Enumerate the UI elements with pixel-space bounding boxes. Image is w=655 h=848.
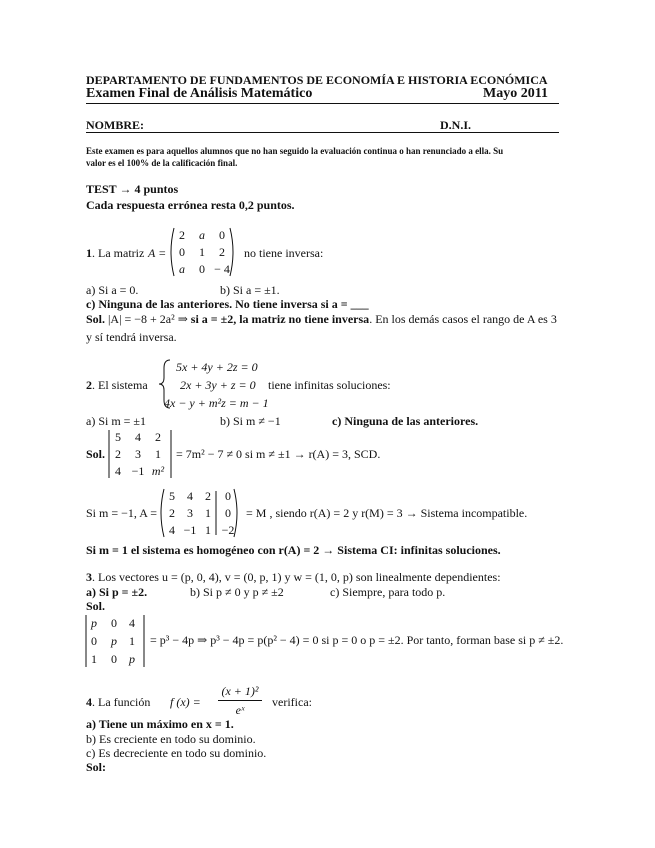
name-label: NOMBRE: [86, 118, 144, 132]
q2-equation-1: 5x + 4y + 2z = 0 [176, 360, 258, 374]
q3-option-b: b) Si p ≠ 0 y p ≠ ±2 [190, 585, 284, 599]
q2-d22: 3 [135, 447, 141, 461]
header-rule [86, 103, 559, 104]
q3-d23: 1 [129, 634, 135, 648]
test-penalty: Cada respuesta errónea resta 0,2 puntos. [86, 198, 295, 212]
q2-a13: 2 [205, 489, 211, 503]
q4-denominator: eˣ [235, 703, 245, 717]
q1-tail: no tiene inversa: [244, 246, 324, 260]
q2-tail: tiene infinitas soluciones: [268, 378, 391, 392]
q1-statement: 1. La matriz [86, 246, 145, 260]
q2-statement: 2. El sistema [86, 378, 148, 392]
exam-title: Examen Final de Análisis Matemático [86, 86, 313, 101]
q3-d22: p [111, 634, 117, 648]
name-rule [86, 132, 559, 133]
q2-d11: 5 [115, 430, 121, 444]
q3-option-a: a) Si p = ±2. [86, 585, 148, 599]
q3-det-result: = p³ − 4p ⇒ p³ − 4p = p(p² − 4) = 0 si p = 0 o p = ±2. Por tanto, forman base si p ≠ ±2. [150, 633, 564, 647]
q2-a23: 1 [205, 506, 211, 520]
q2-augmented-matrix [162, 489, 240, 539]
q1-matrix [172, 228, 232, 278]
notice-line-1: Este examen es para aquellos alumnos que no han seguido la evaluación continua o han renunciado a ella. Su [86, 146, 504, 156]
q2-option-a: a) Si m = ±1 [86, 414, 147, 428]
q2-a24: 0 [225, 506, 231, 520]
q2-option-c: c) Ninguna de las anteriores. [332, 414, 479, 428]
q4-option-a: a) Tiene un máximo en x = 1. [86, 717, 234, 731]
q3-d13: 4 [129, 616, 135, 630]
q1-m21: 0 [179, 245, 185, 259]
q2-d21: 2 [115, 447, 121, 461]
department-title: DEPARTAMENTO DE FUNDAMENTOS DE ECONOMÍA E HISTORIA ECONÓMICA [86, 73, 548, 87]
q2-equation-3: 4x − y + m²z = m − 1 [164, 396, 269, 410]
q1-option-c: c) Ninguna de las anteriores. No tiene inversa si a = ___ [86, 297, 369, 311]
q1-m23: 2 [219, 245, 225, 259]
dni-label: D.N.I. [440, 118, 472, 132]
q2-d13: 2 [155, 430, 161, 444]
q2-d32: −1 [131, 464, 145, 478]
q1-m32: 0 [199, 262, 205, 276]
q2-determinant [108, 430, 172, 480]
q4-tail: verifica: [272, 695, 312, 709]
q2-det-result: = 7m² − 7 ≠ 0 si m ≠ ±1 → r(A) = 3, SCD. [176, 447, 381, 461]
q3-d32: 0 [111, 652, 117, 666]
q3-d11: p [91, 616, 97, 630]
q2-a33: 1 [205, 523, 211, 537]
q1-m33: − 4 [214, 262, 230, 276]
q2-a11: 5 [169, 489, 175, 503]
q3-d21: 0 [91, 634, 97, 648]
notice-line-2: valor es el 100% de la calificación final. [86, 158, 238, 168]
q3-determinant [84, 616, 144, 668]
q3-d12: 0 [111, 616, 117, 630]
q2-case-result: = M , siendo r(A) = 2 y r(M) = 3 → Sistema incompatible. [246, 506, 528, 520]
q1-m11: 2 [179, 228, 185, 242]
q4-function-name: f (x) = [170, 695, 201, 709]
q2-case-label: Si m = −1, A = [86, 506, 157, 520]
q3-statement: 3. Los vectores u = (p, 0, 4), v = (0, p, 1) y w = (1, 0, p) son linealmente dependientes: [86, 570, 501, 584]
q3-option-c: c) Siempre, para todo p. [330, 585, 446, 599]
q1-solution: Sol. |A| = −8 + 2a² ⇒ si a = ±2, la matriz no tiene inversa. En los demás casos el rango de A es 3 [86, 312, 557, 326]
q2-a22: 3 [187, 506, 193, 520]
q4-option-b: b) Es creciente en todo su dominio. [86, 732, 256, 746]
q2-equation-2: 2x + 3y + z = 0 [180, 378, 256, 392]
q1-m22: 1 [199, 245, 205, 259]
q2-option-b: b) Si m ≠ −1 [220, 414, 281, 428]
q1-matrix-name: A = [148, 246, 167, 260]
q2-conclusion: Si m = 1 el sistema es homogéneo con r(A) = 2 → Sistema CI: infinitas soluciones. [86, 543, 501, 557]
q2-d31: 4 [115, 464, 121, 478]
q3-d33: p [129, 652, 135, 666]
q2-d23: 1 [155, 447, 161, 461]
q2-d33: m² [151, 464, 165, 478]
q1-m13: 0 [219, 228, 225, 242]
q4-fraction-bar [218, 700, 262, 701]
q2-d12: 4 [135, 430, 141, 444]
q1-solution-line-2: y sí tendrá inversa. [86, 330, 177, 344]
q4-option-c: c) Es decreciente en todo su dominio. [86, 746, 267, 760]
q2-a34: −2 [221, 523, 235, 537]
q2-a32: −1 [183, 523, 197, 537]
q2-a21: 2 [169, 506, 175, 520]
q1-option-b: b) Si a = ±1. [220, 283, 280, 297]
exam-date: Mayo 2011 [483, 86, 548, 101]
q4-solution-label: Sol: [86, 760, 107, 774]
q1-m31: a [179, 262, 185, 276]
q3-solution-label: Sol. [86, 599, 106, 613]
q4-statement: 4. La función [86, 695, 151, 709]
q2-a14: 0 [225, 489, 231, 503]
test-title: TEST → 4 puntos [86, 182, 179, 196]
q2-solution-label: Sol. [86, 447, 106, 461]
q4-numerator: (x + 1)² [221, 684, 259, 698]
q2-a31: 4 [169, 523, 175, 537]
q1-m12: a [199, 228, 205, 242]
q2-a12: 4 [187, 489, 193, 503]
q3-d31: 1 [91, 652, 97, 666]
q1-option-a: a) Si a = 0. [86, 283, 139, 297]
